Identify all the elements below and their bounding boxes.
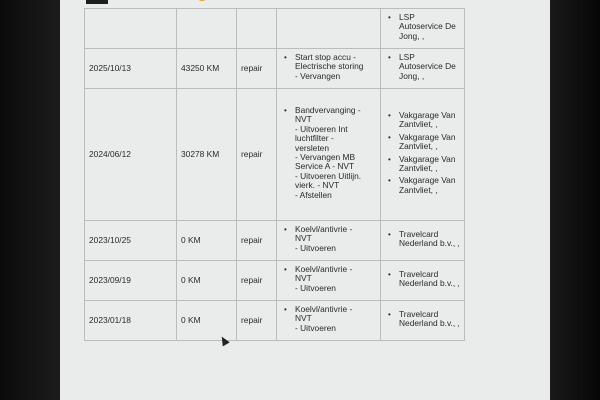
- garage-item: • Vakgarage Van Zantvliet, ,: [385, 176, 460, 195]
- garage-cell: [381, 9, 465, 49]
- date-cell: 2024/06/12: [85, 89, 177, 221]
- table-row: [85, 301, 465, 341]
- type-cell: repair: [237, 89, 277, 221]
- table-row: [85, 9, 465, 49]
- date-cell: 2023/10/25: [85, 221, 177, 261]
- work-line: NVT: [295, 273, 312, 284]
- work-line: - Uitvoeren: [295, 242, 336, 253]
- garage-list: [385, 230, 460, 249]
- mileage-cell: 0 KM: [177, 221, 237, 261]
- work-cell: [277, 301, 381, 341]
- garage-item: • Travelcard Nederland b.v., ,: [385, 310, 460, 329]
- work-line: - Vervangen: [295, 70, 341, 81]
- document-page: [60, 0, 550, 400]
- work-list: [281, 106, 376, 200]
- work-cell: [277, 49, 381, 89]
- mileage-cell: 0 KM: [177, 301, 237, 341]
- garage-item: • Vakgarage Van Zantvliet, ,: [385, 133, 460, 152]
- monitor-bezel-right: [550, 0, 600, 400]
- work-line: luchtfilter -: [295, 133, 334, 144]
- table-row: [85, 49, 465, 89]
- date-cell: 2025/10/13: [85, 49, 177, 89]
- mileage-cell: 0 KM: [177, 261, 237, 301]
- table-row: [85, 89, 465, 221]
- garage-cell: [381, 261, 465, 301]
- type-cell: repair: [237, 301, 277, 341]
- work-line: Service A - NVT: [295, 161, 355, 172]
- work-item: [281, 53, 376, 81]
- table-row: [85, 261, 465, 301]
- work-line: • Koelvl/antivrie -: [295, 263, 353, 274]
- date-cell: 2023/09/19: [85, 261, 177, 301]
- work-line: - Uitvoeren Uitlijn.: [295, 170, 362, 181]
- date-cell: 2023/01/18: [85, 301, 177, 341]
- type-cell: repair: [237, 261, 277, 301]
- work-line: - Uitvoeren: [295, 282, 336, 293]
- work-line: NVT: [295, 114, 312, 125]
- type-cell: [237, 9, 277, 49]
- mileage-cell: [177, 9, 237, 49]
- logo-mark-icon: [196, 0, 208, 1]
- work-line: • Koelvl/antivrie -: [295, 303, 353, 314]
- garage-item: • Vakgarage Van Zantvliet, ,: [385, 155, 460, 174]
- company-logo: [86, 0, 226, 6]
- garage-list: [385, 111, 460, 195]
- work-line: Electrische storing: [295, 61, 364, 72]
- work-line: - Afstellen: [295, 189, 332, 200]
- work-line: NVT: [295, 233, 312, 244]
- garage-item: • LSP Autoservice De Jong, ,: [385, 53, 460, 81]
- work-list: [281, 305, 376, 333]
- work-list: [281, 53, 376, 81]
- garage-list: [385, 270, 460, 289]
- maintenance-history-table: [84, 8, 465, 341]
- garage-cell: [381, 221, 465, 261]
- garage-cell: [381, 89, 465, 221]
- garage-item: • LSP Autoservice De Jong, ,: [385, 13, 460, 41]
- work-item: [281, 225, 376, 253]
- work-line: - Uitvoeren Int: [295, 123, 348, 134]
- work-item: [281, 305, 376, 333]
- work-cell: [277, 221, 381, 261]
- work-line: NVT: [295, 313, 312, 324]
- work-cell: [277, 9, 381, 49]
- work-list: [281, 265, 376, 293]
- work-line: • Start stop accu -: [295, 51, 356, 62]
- work-line: • Koelvl/antivrie -: [295, 223, 353, 234]
- work-item: [281, 106, 376, 200]
- work-line: • Bandvervanging -: [295, 104, 361, 115]
- garage-list: [385, 13, 460, 41]
- garage-cell: [381, 49, 465, 89]
- type-cell: repair: [237, 49, 277, 89]
- work-cell: [277, 89, 381, 221]
- garage-list: [385, 310, 460, 329]
- table-row: [85, 221, 465, 261]
- work-line: - Vervangen MB: [295, 152, 356, 162]
- work-cell: [277, 261, 381, 301]
- logo-block: [86, 0, 108, 4]
- garage-list: [385, 53, 460, 81]
- mileage-cell: 30278 KM: [177, 89, 237, 221]
- type-cell: repair: [237, 221, 277, 261]
- garage-item: • Travelcard Nederland b.v., ,: [385, 230, 460, 249]
- monitor-bezel-left: [0, 0, 60, 400]
- work-list: [281, 225, 376, 253]
- garage-item: • Travelcard Nederland b.v., ,: [385, 270, 460, 289]
- work-line: versleten: [295, 142, 329, 153]
- date-cell: [85, 9, 177, 49]
- garage-item: • Vakgarage Van Zantvliet, ,: [385, 111, 460, 130]
- work-line: vierk. - NVT: [295, 180, 340, 191]
- garage-cell: [381, 301, 465, 341]
- work-line: - Uitvoeren: [295, 322, 336, 333]
- work-item: [281, 265, 376, 293]
- mileage-cell: 43250 KM: [177, 49, 237, 89]
